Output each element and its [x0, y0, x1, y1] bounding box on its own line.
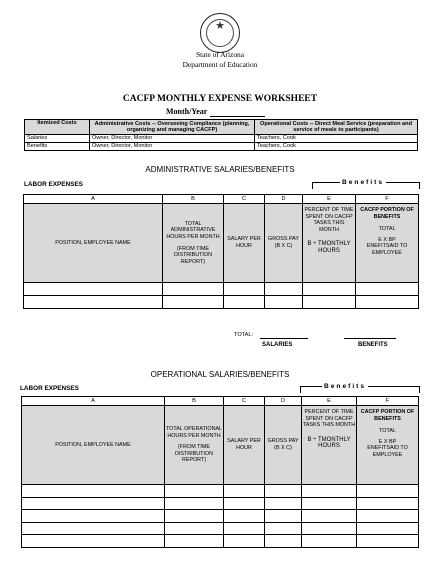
col-letter: B [163, 195, 224, 204]
col-letter: A [24, 195, 163, 204]
col-f-header: CACFP PORTION OF BENEFITS TOTAL E X BP ENEFITSAID TO EMPLOYEE [357, 406, 419, 485]
month-year-field[interactable] [210, 115, 265, 117]
col-letter: F [356, 195, 419, 204]
total-salaries-field[interactable] [260, 338, 308, 339]
table-row[interactable] [22, 535, 419, 548]
col-d-header: GROSS PAY (B X C) [265, 204, 303, 283]
admin-heading: ADMINISTRATIVE SALARIES/BENEFITS [145, 165, 295, 174]
state-seal: ★ [200, 13, 240, 53]
table-row[interactable] [22, 510, 419, 523]
col-e-header: PERCENT OF TIME SPENT ON CACFP TASKS THIS MONTH B ÷ TMONTHLY HOURS [303, 204, 356, 283]
row-admin: Owner, Director, Monitor [90, 135, 255, 143]
col-b-header: TOTAL ADMINISTRATIVE HOURS PER MONTH (FROM TIME DISTRIBUTION REPORT) [163, 204, 224, 283]
oper-labor-label: LABOR EXPENSES [20, 385, 79, 392]
col-letter: F [357, 397, 419, 406]
col-letter: C [224, 397, 265, 406]
col-e-header: PERCENT OF TIME SPENT ON CACFP TASKS THIS MONTH B ÷ TMONTHLY HOURS [302, 406, 357, 485]
col-d-header: GROSS PAY (B X C) [265, 406, 302, 485]
admin-benefits-label: Benefits [342, 179, 385, 186]
col-letter: A [22, 397, 165, 406]
row-admin: Owner, Director, Monitor [90, 143, 255, 151]
row-oper: Teachers, Cook [255, 143, 418, 151]
total-label: TOTAL: [234, 332, 254, 338]
col-a-header: POSITION, EMPLOYEE NAME [22, 406, 165, 485]
state-name: State of Arizona [195, 50, 245, 59]
table-row[interactable] [24, 283, 419, 296]
col-letter: E [302, 397, 357, 406]
page-title: CACFP MONTHLY EXPENSE WORKSHEET [122, 94, 318, 104]
col-letter: D [265, 397, 302, 406]
table-row[interactable] [22, 485, 419, 498]
table-row[interactable] [22, 522, 419, 535]
col-letter: E [303, 195, 356, 204]
col-f-header: CACFP PORTION OF BENEFITS TOTAL E X BP ENEFITSAID TO EMPLOYEE [356, 204, 419, 283]
table-row[interactable] [24, 296, 419, 309]
oper-costs-header: Operational Costs -- Direct Meal Service (preparation and service of meals to participants) [255, 120, 418, 135]
col-c-header: SALARY PER HOUR [224, 204, 265, 283]
month-year-label: Month/Year [166, 107, 208, 116]
benefits-total-label: BENEFITS [358, 342, 388, 348]
itemized-header: Itemized Costs [25, 120, 90, 135]
oper-salaries-table [21, 396, 419, 548]
row-label: Benefits [25, 143, 90, 151]
admin-costs-header: Administrative Costs -- Overseeing Compliance (planning, organizing and managing CACFP) [90, 120, 255, 135]
col-letter: B [165, 397, 224, 406]
admin-salaries-table [23, 194, 419, 309]
oper-benefits-label: Benefits [324, 383, 367, 390]
row-oper: Teachers, Cook [255, 135, 418, 143]
row-label: Salaries [25, 135, 90, 143]
admin-labor-label: LABOR EXPENSES [24, 181, 83, 188]
col-b-header: TOTAL OPERATIONAL HOURS PER MONTH (FROM TIME DISTRIBUTION REPORT) [165, 406, 224, 485]
department-name: Department of Education [182, 60, 258, 69]
col-letter: C [224, 195, 265, 204]
total-benefits-field[interactable] [344, 338, 396, 339]
col-c-header: SALARY PER HOUR [224, 406, 265, 485]
table-row[interactable] [22, 497, 419, 510]
col-a-header: POSITION, EMPLOYEE NAME [24, 204, 163, 283]
salaries-label: SALARIES [262, 342, 293, 348]
itemized-costs-table [24, 119, 418, 151]
oper-heading: OPERATIONAL SALARIES/BENEFITS [150, 370, 290, 379]
col-letter: D [265, 195, 303, 204]
